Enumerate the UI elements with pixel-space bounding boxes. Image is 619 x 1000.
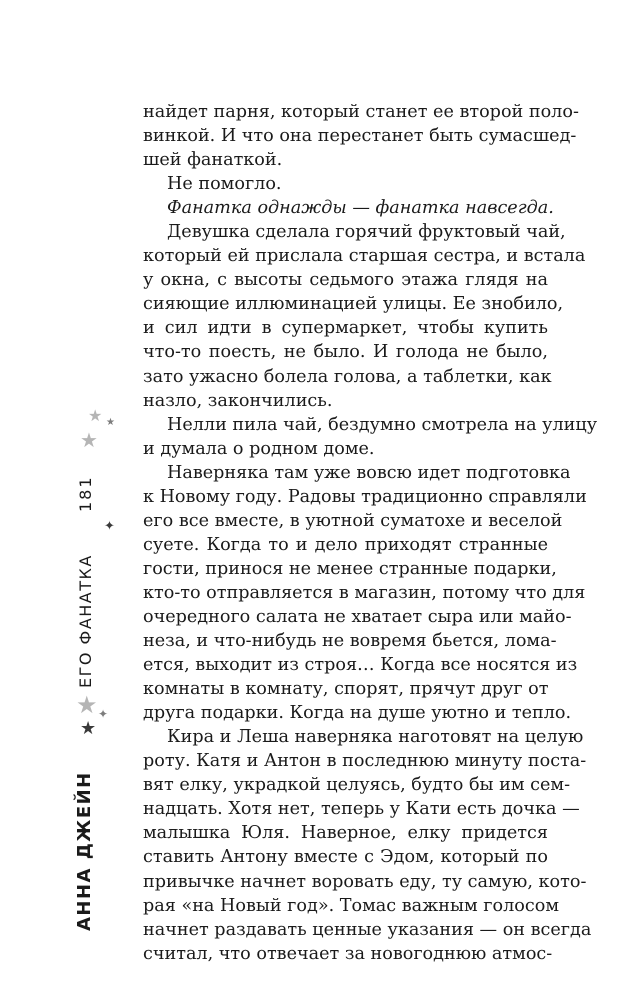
- text-line: начнет раздавать ценные указания — он всегда: [143, 919, 592, 940]
- text-line: винкой. И что она перестанет быть сумасшед-: [143, 126, 577, 147]
- text-line: сияющие иллюминацией улицы. Ее знобило,: [143, 294, 564, 315]
- running-head-title: ЕГО ФАНАТКА: [76, 554, 95, 688]
- text-line: считал, что отвечает за новогоднюю атмос-: [143, 943, 553, 964]
- running-head-author: АННА ДЖЕЙН: [74, 771, 95, 931]
- text-line: шей фанаткой.: [143, 150, 283, 171]
- text-line: у окна, с высоты седьмого этажа глядя на: [143, 270, 548, 291]
- star-icon: ★: [76, 691, 98, 719]
- text-line: Кира и Леша наверняка наготовят на целую: [167, 727, 584, 748]
- text-line: Не помогло.: [167, 174, 282, 195]
- text-line: привычке начнет воровать еду, ту самую, кото-: [143, 871, 587, 892]
- text-line: Нелли пила чай, бездумно смотрела на улицу: [167, 414, 598, 435]
- star-icon: ★: [80, 718, 97, 739]
- text-line: надцать. Хотя нет, теперь у Кати есть дочка —: [143, 799, 580, 820]
- star-icon: ★: [80, 428, 98, 452]
- text-line: вят елку, украдкой целуясь, будто бы им сем-: [143, 775, 571, 796]
- text-line: ется, выходит из строя… Когда все носятся из: [143, 655, 578, 676]
- text-line: комнаты в комнату, спорят, прячут друг от: [143, 679, 549, 700]
- text-line: малышка Юля. Наверное, елку придется: [143, 823, 548, 844]
- text-line: к Новому году. Радовы традиционно справляли: [143, 486, 587, 507]
- text-line: который ей прислала старшая сестра, и встала: [143, 246, 586, 267]
- text-line: рая «на Новый год». Томас важным голосом: [143, 895, 560, 916]
- star-icon: ★: [106, 417, 115, 428]
- text-line: назло, закончились.: [143, 390, 333, 411]
- star-icon: ✦: [104, 519, 115, 534]
- star-icon: ★: [88, 406, 103, 425]
- text-line: очередного салата не хватает сыра или майо-: [143, 606, 572, 627]
- text-line: суете. Когда то и дело приходят странные: [143, 534, 548, 555]
- text-line: найдет парня, который станет ее второй поло-: [143, 102, 579, 122]
- page-number: 181: [76, 475, 95, 512]
- text-line: друга подарки. Когда на душе уютно и тепло.: [143, 703, 572, 724]
- star-icon: ✦: [98, 707, 109, 721]
- text-line: и сил идти в супермаркет, чтобы купить: [143, 318, 548, 339]
- text-line: гости, принося не менее странные подарки,: [143, 558, 557, 579]
- body-text: [143, 100, 598, 966]
- text-line: Девушка сделала горячий фруктовый чай,: [167, 222, 566, 243]
- text-line: ставить Антону вместе с Эдом, который по: [143, 847, 548, 868]
- text-line: кто-то отправляется в магазин, потому что для: [143, 582, 586, 603]
- text-line: Наверняка там уже вовсю идет подготовка: [167, 462, 571, 483]
- text-line: роту. Катя и Антон в последнюю минуту поста-: [143, 751, 587, 772]
- text-line: что-то поесть, не было. И голода не было,: [143, 342, 548, 363]
- text-line: неза, и что-нибудь не вовремя бьется, лома-: [143, 631, 557, 652]
- text-line: зато ужасно болела голова, а таблетки, как: [143, 366, 552, 387]
- text-line: и думала о родном доме.: [143, 438, 375, 459]
- text-line: его все вместе, в уютной суматохе и веселой: [143, 510, 563, 531]
- text-line-italic: Фанатка однажды — фанатка навсегда.: [167, 198, 554, 219]
